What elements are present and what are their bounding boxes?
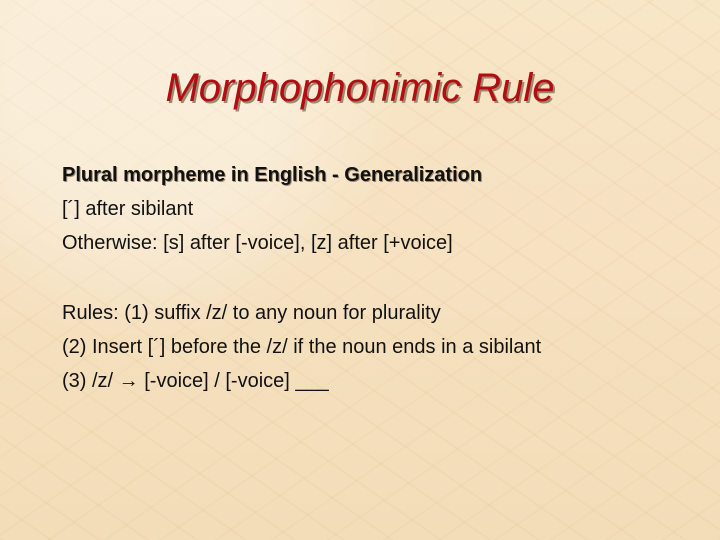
sibilant-line: [´] after sibilant [62,198,194,220]
heading-line: Plural morpheme in English - Generalization [62,164,483,186]
slide-content [62,158,702,398]
rule-1: Rules: (1) suffix /z/ to any noun for plurality [62,302,441,324]
rule-2: (2) Insert [´] before the /z/ if the noun ends in a sibilant [62,336,542,358]
spacer [62,260,702,296]
slide-title: Morphophonimic Rule [165,66,555,110]
otherwise-line: Otherwise: [s] after [-voice], [z] after [+voice] [62,232,453,254]
rule-3: (3) /z/ → [-voice] / [-voice] ___ [62,370,329,392]
